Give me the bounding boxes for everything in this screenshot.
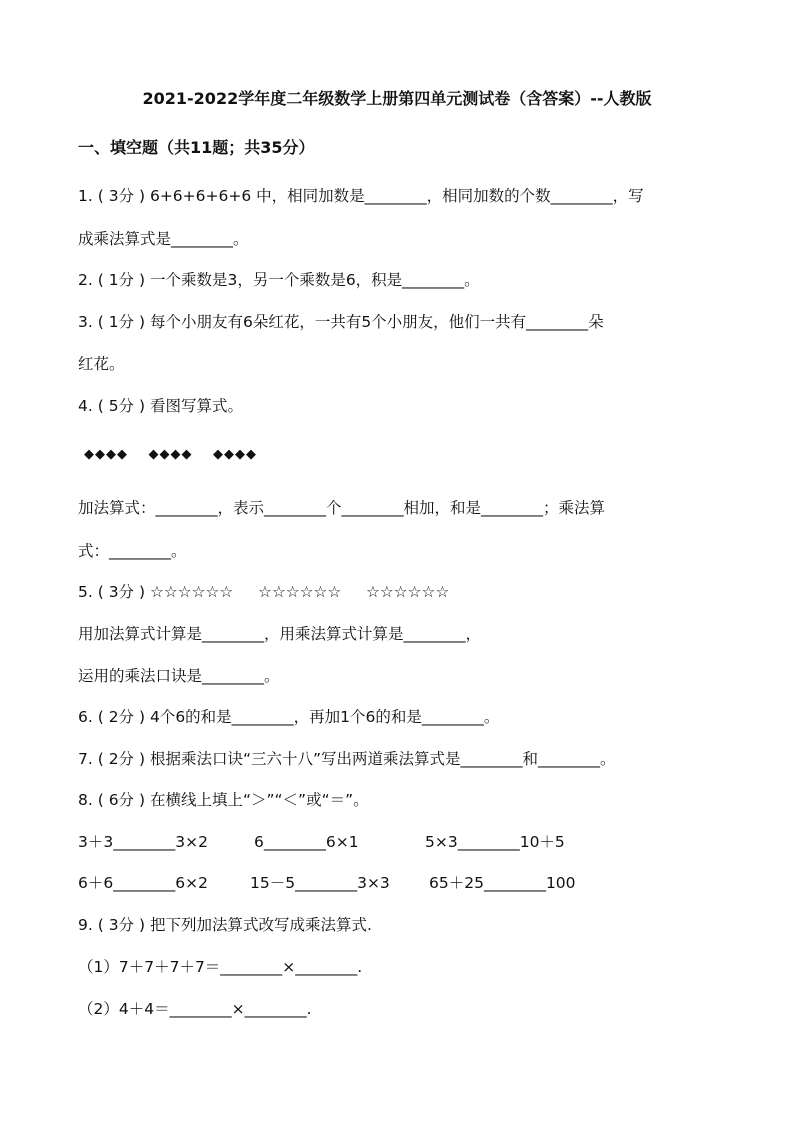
question-2: 2. ( 1分 ) 一个乘数是3，另一个乘数是6，积是________。 <box>78 271 480 289</box>
comparison-item: 6________6×1 <box>254 833 359 851</box>
question-3-line-1: 3. ( 1分 ) 每个小朋友有6朵红花，一共有5个小朋友，他们一共有________朵 <box>78 313 604 331</box>
comparison-item: 3＋3________3×2 <box>78 833 208 851</box>
diamond-figure: ◆◆◆◆ ◆◆◆◆ ◆◆◆◆ <box>84 447 258 462</box>
question-1-line-1: 1. ( 3分 ) 6+6+6+6+6 中，相同加数是________，相同加数的个数________，写 <box>78 187 644 205</box>
question-4-line-1: 加法算式：________，表示________个________相加，和是________；乘法算 <box>78 499 606 517</box>
question-5-line-3: 运用的乘法口诀是________。 <box>78 667 280 685</box>
comparison-item: 65＋25________100 <box>429 874 576 892</box>
question-8: 8. ( 6分 ) 在横线上填上“＞”“＜”或“＝”。 <box>78 791 369 809</box>
comparison-item: 6＋6________6×2 <box>78 874 208 892</box>
question-5-line-2: 用加法算式计算是________，用乘法算式计算是________， <box>78 625 482 643</box>
question-9: 9. ( 3分 ) 把下列加法算式改写成乘法算式. <box>78 916 372 934</box>
comparison-item: 15－5________3×3 <box>250 874 390 892</box>
question-4-line-2: 式：________。 <box>78 542 187 560</box>
question-5-line-1 <box>78 581 449 603</box>
question-9-part-2: （2）4＋4＝________×________. <box>78 1000 312 1018</box>
comparison-row-1 <box>78 831 698 853</box>
star-figure: ☆☆☆☆☆☆ ☆☆☆☆☆☆ ☆☆☆☆☆☆ <box>149 583 450 601</box>
question-7: 7. ( 2分 ) 根据乘法口诀“三六十八”写出两道乘法算式是________和________。 <box>78 750 616 768</box>
comparison-row-2 <box>78 872 698 894</box>
question-1-line-2: 成乘法算式是________。 <box>78 230 249 248</box>
comparison-item: 5×3________10＋5 <box>425 833 565 851</box>
page-title: 2021-2022学年度二年级数学上册第四单元测试卷（含答案）--人教版 <box>142 89 652 108</box>
question-6: 6. ( 2分 ) 4个6的和是________，再加1个6的和是________。 <box>78 708 500 726</box>
question-5-prefix: 5. ( 3分 ) <box>78 583 150 601</box>
section-heading: 一、填空题（共11题；共35分） <box>78 138 315 157</box>
question-4: 4. ( 5分 ) 看图写算式。 <box>78 397 243 415</box>
question-9-part-1: （1）7＋7＋7＋7＝________×________. <box>78 958 363 976</box>
question-3-line-2: 红花。 <box>78 355 125 373</box>
